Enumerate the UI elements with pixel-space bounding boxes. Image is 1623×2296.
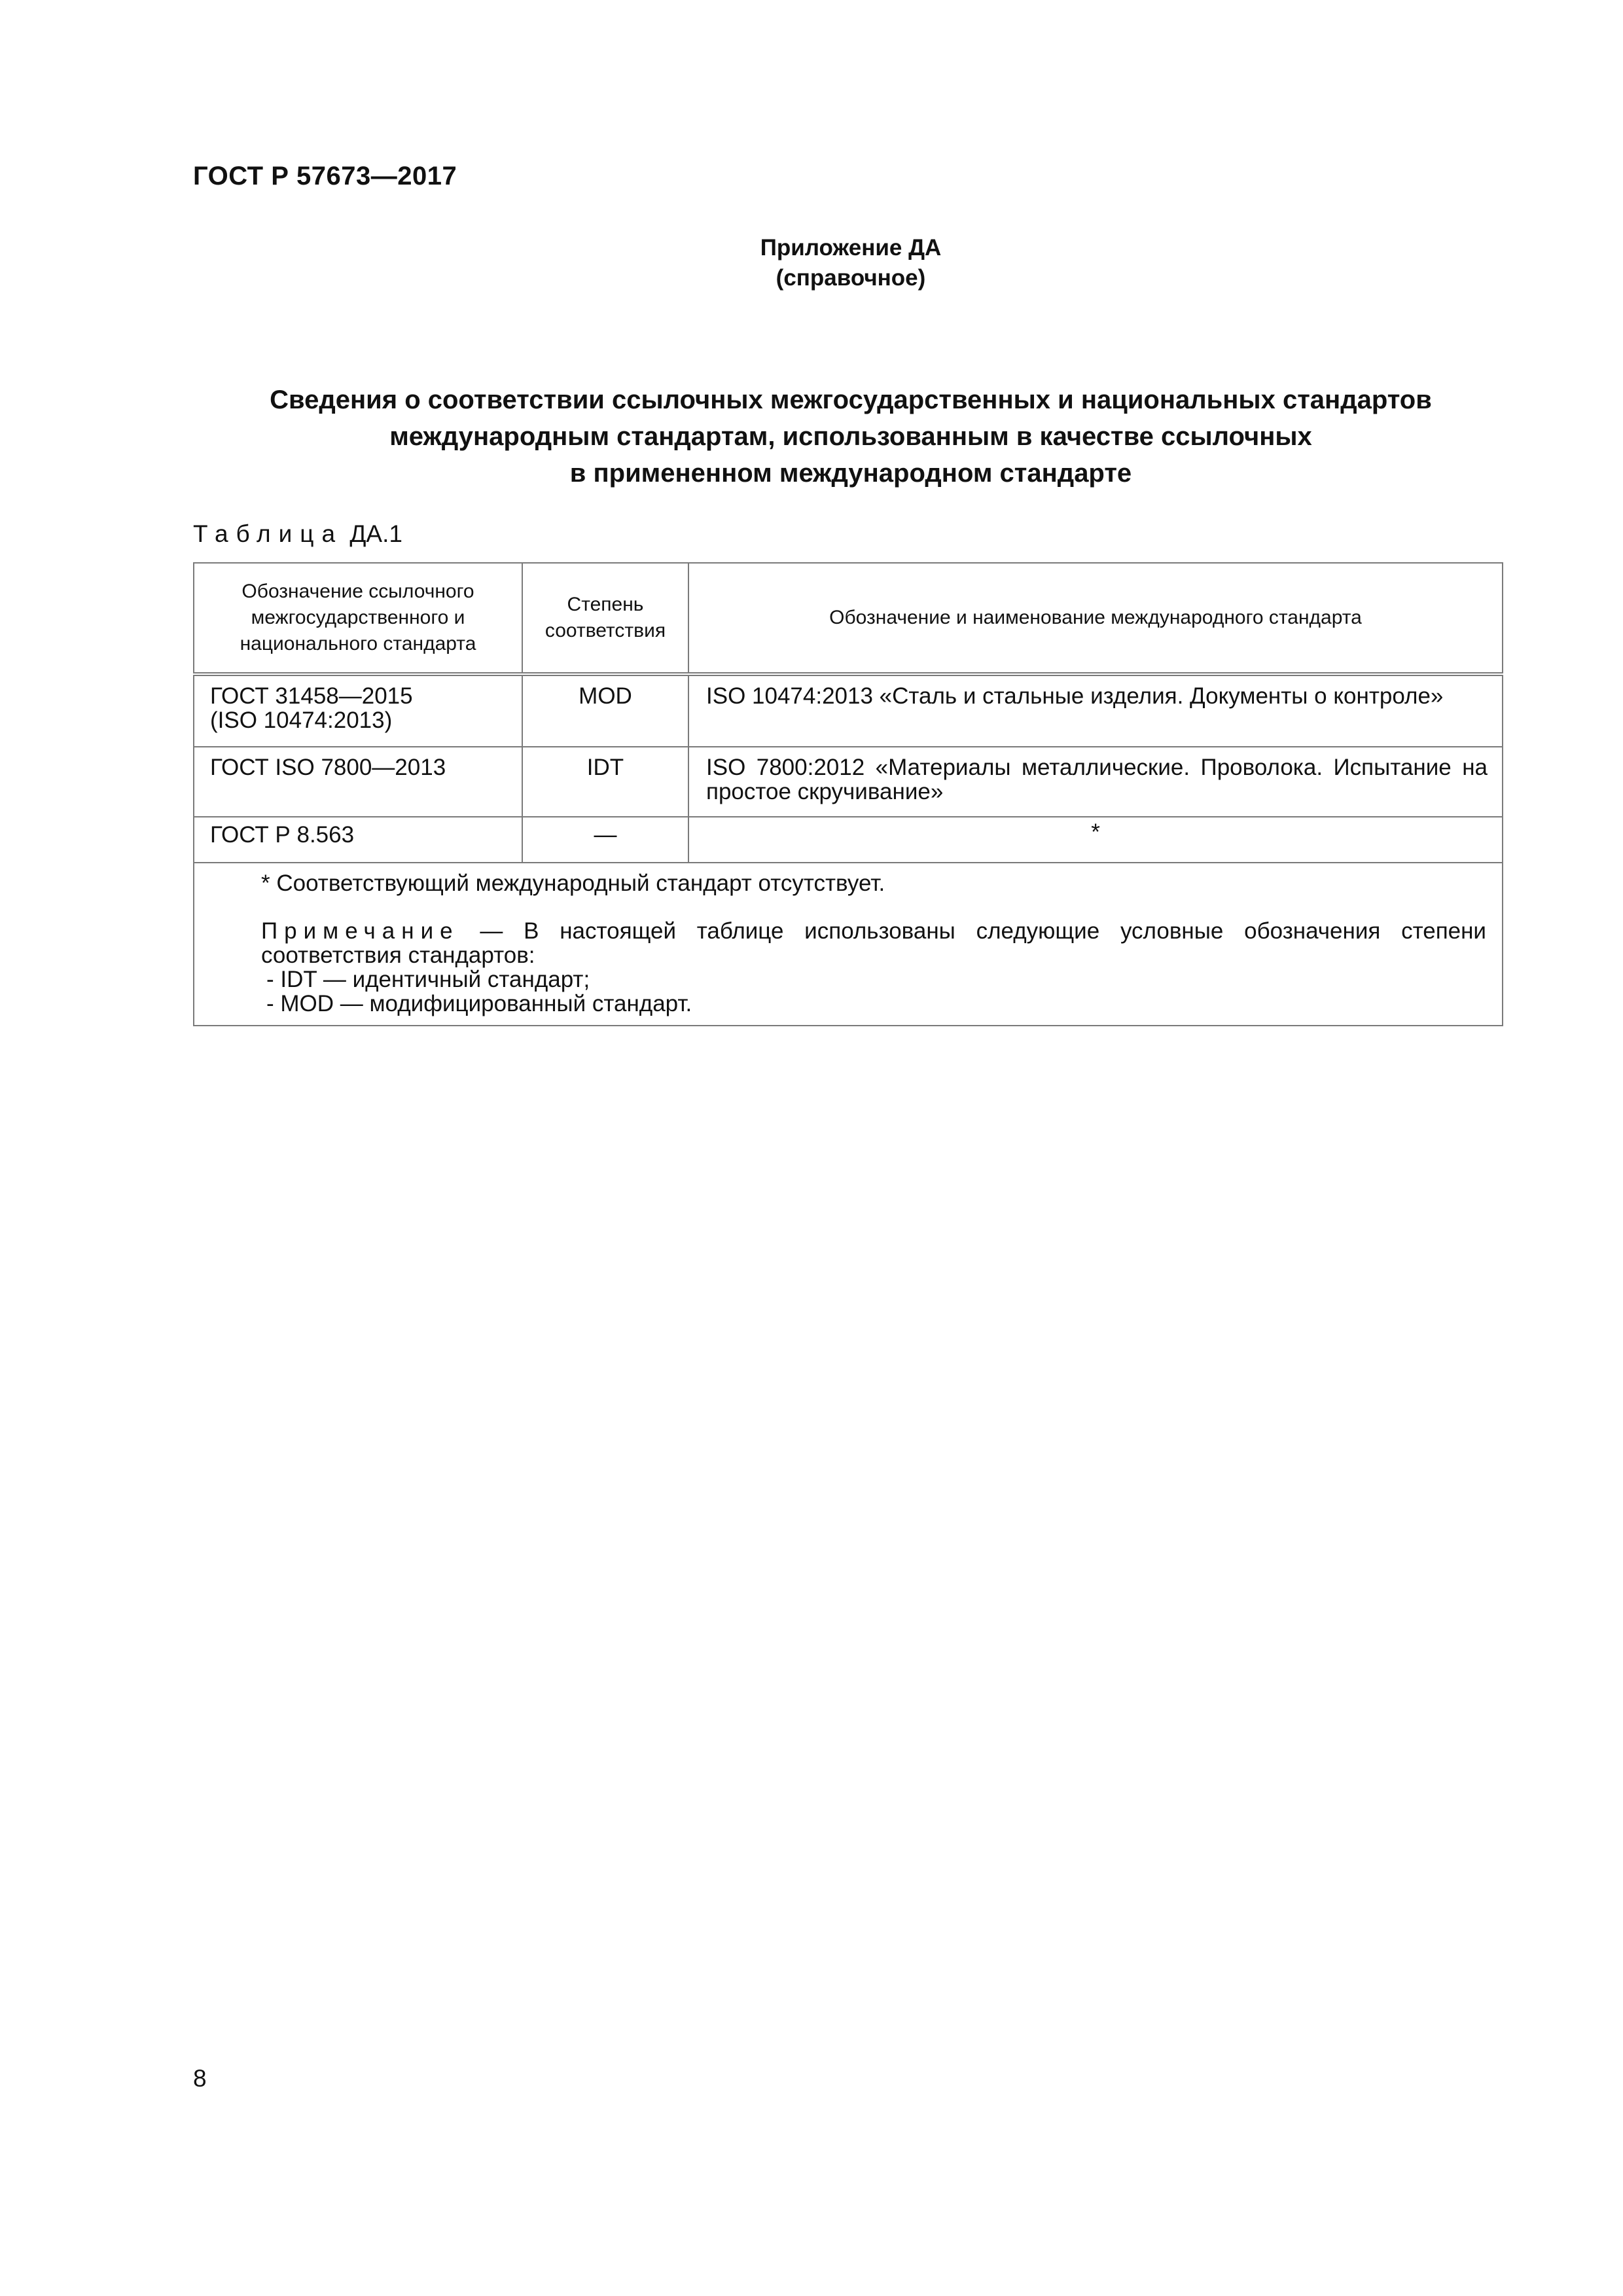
cell-designation [194,817,522,863]
page-number: 8 [193,2065,207,2092]
header-designation [194,563,522,674]
header-designation-line-1: Обозначение ссылочного [241,581,474,602]
table-footnote: * Соответствующий международный стандарт отсутствует. [261,870,885,896]
appendix-kind: (справочное) [776,265,926,291]
table-notes-cell [194,863,1503,1026]
table-note [210,919,1486,967]
table-row [194,817,1503,863]
cell-international-standard: ISO 10474:2013 «Сталь и стальные изделия. Документы о контроле» [688,674,1503,747]
cell-designation [194,747,522,817]
header-intl-label: Обозначение и наименование международного стандарта [829,607,1362,628]
note-label: Примечание [261,918,459,944]
header-degree-line-2: соответствия [544,620,666,641]
table-notes-row [194,863,1503,1026]
document-code: ГОСТ Р 57673—2017 [193,162,457,190]
cell-international-standard: ISO 7800:2012 «Материалы металлические. Проволока. Испытание на простое скручивание» [688,747,1503,817]
note-list-item: - MOD — модифицированный стандарт. [266,991,692,1016]
table-header-row [194,563,1503,674]
cell-designation-line-1: ГОСТ 31458—2015 [210,683,413,709]
cell-designation [194,674,522,747]
main-title-line-3: в примененном международном стандарте [569,459,1132,488]
cell-designation-line-1: ГОСТ Р 8.563 [210,822,355,848]
cell-degree: MOD [522,674,688,747]
cell-degree: IDT [522,747,688,817]
header-degree [522,563,688,674]
header-designation-line-3: национального стандарта [240,633,476,655]
cell-degree: — [522,817,688,863]
note-list-item: - IDT — идентичный стандарт; [266,967,590,992]
cell-designation-line-1: ГОСТ ISO 7800—2013 [210,755,446,780]
appendix-title: Приложение ДА [760,235,942,260]
table-caption [193,520,402,548]
main-title-line-2: международным стандартам, использованным в качестве ссылочных [389,422,1312,451]
table-row [194,674,1503,747]
note-text: — В настоящей таблице использованы следующие условные обозначения степени соответствия стандартов: [261,918,1486,968]
header-designation-line-2: межгосударственного и [251,607,465,628]
table-caption-number: ДА.1 [349,520,402,547]
standards-table [193,562,1503,1026]
header-international-standard [688,563,1503,674]
table-caption-word: Таблица [193,520,344,547]
cell-international-standard: * [688,817,1503,863]
table-row [194,747,1503,817]
main-title [131,382,1571,492]
header-degree-line-1: Степень [567,594,644,615]
main-title-line-1: Сведения о соответствии ссылочных межгосударственных и национальных стандартов [270,386,1432,414]
cell-designation-line-2: (ISO 10474:2013) [210,708,393,733]
